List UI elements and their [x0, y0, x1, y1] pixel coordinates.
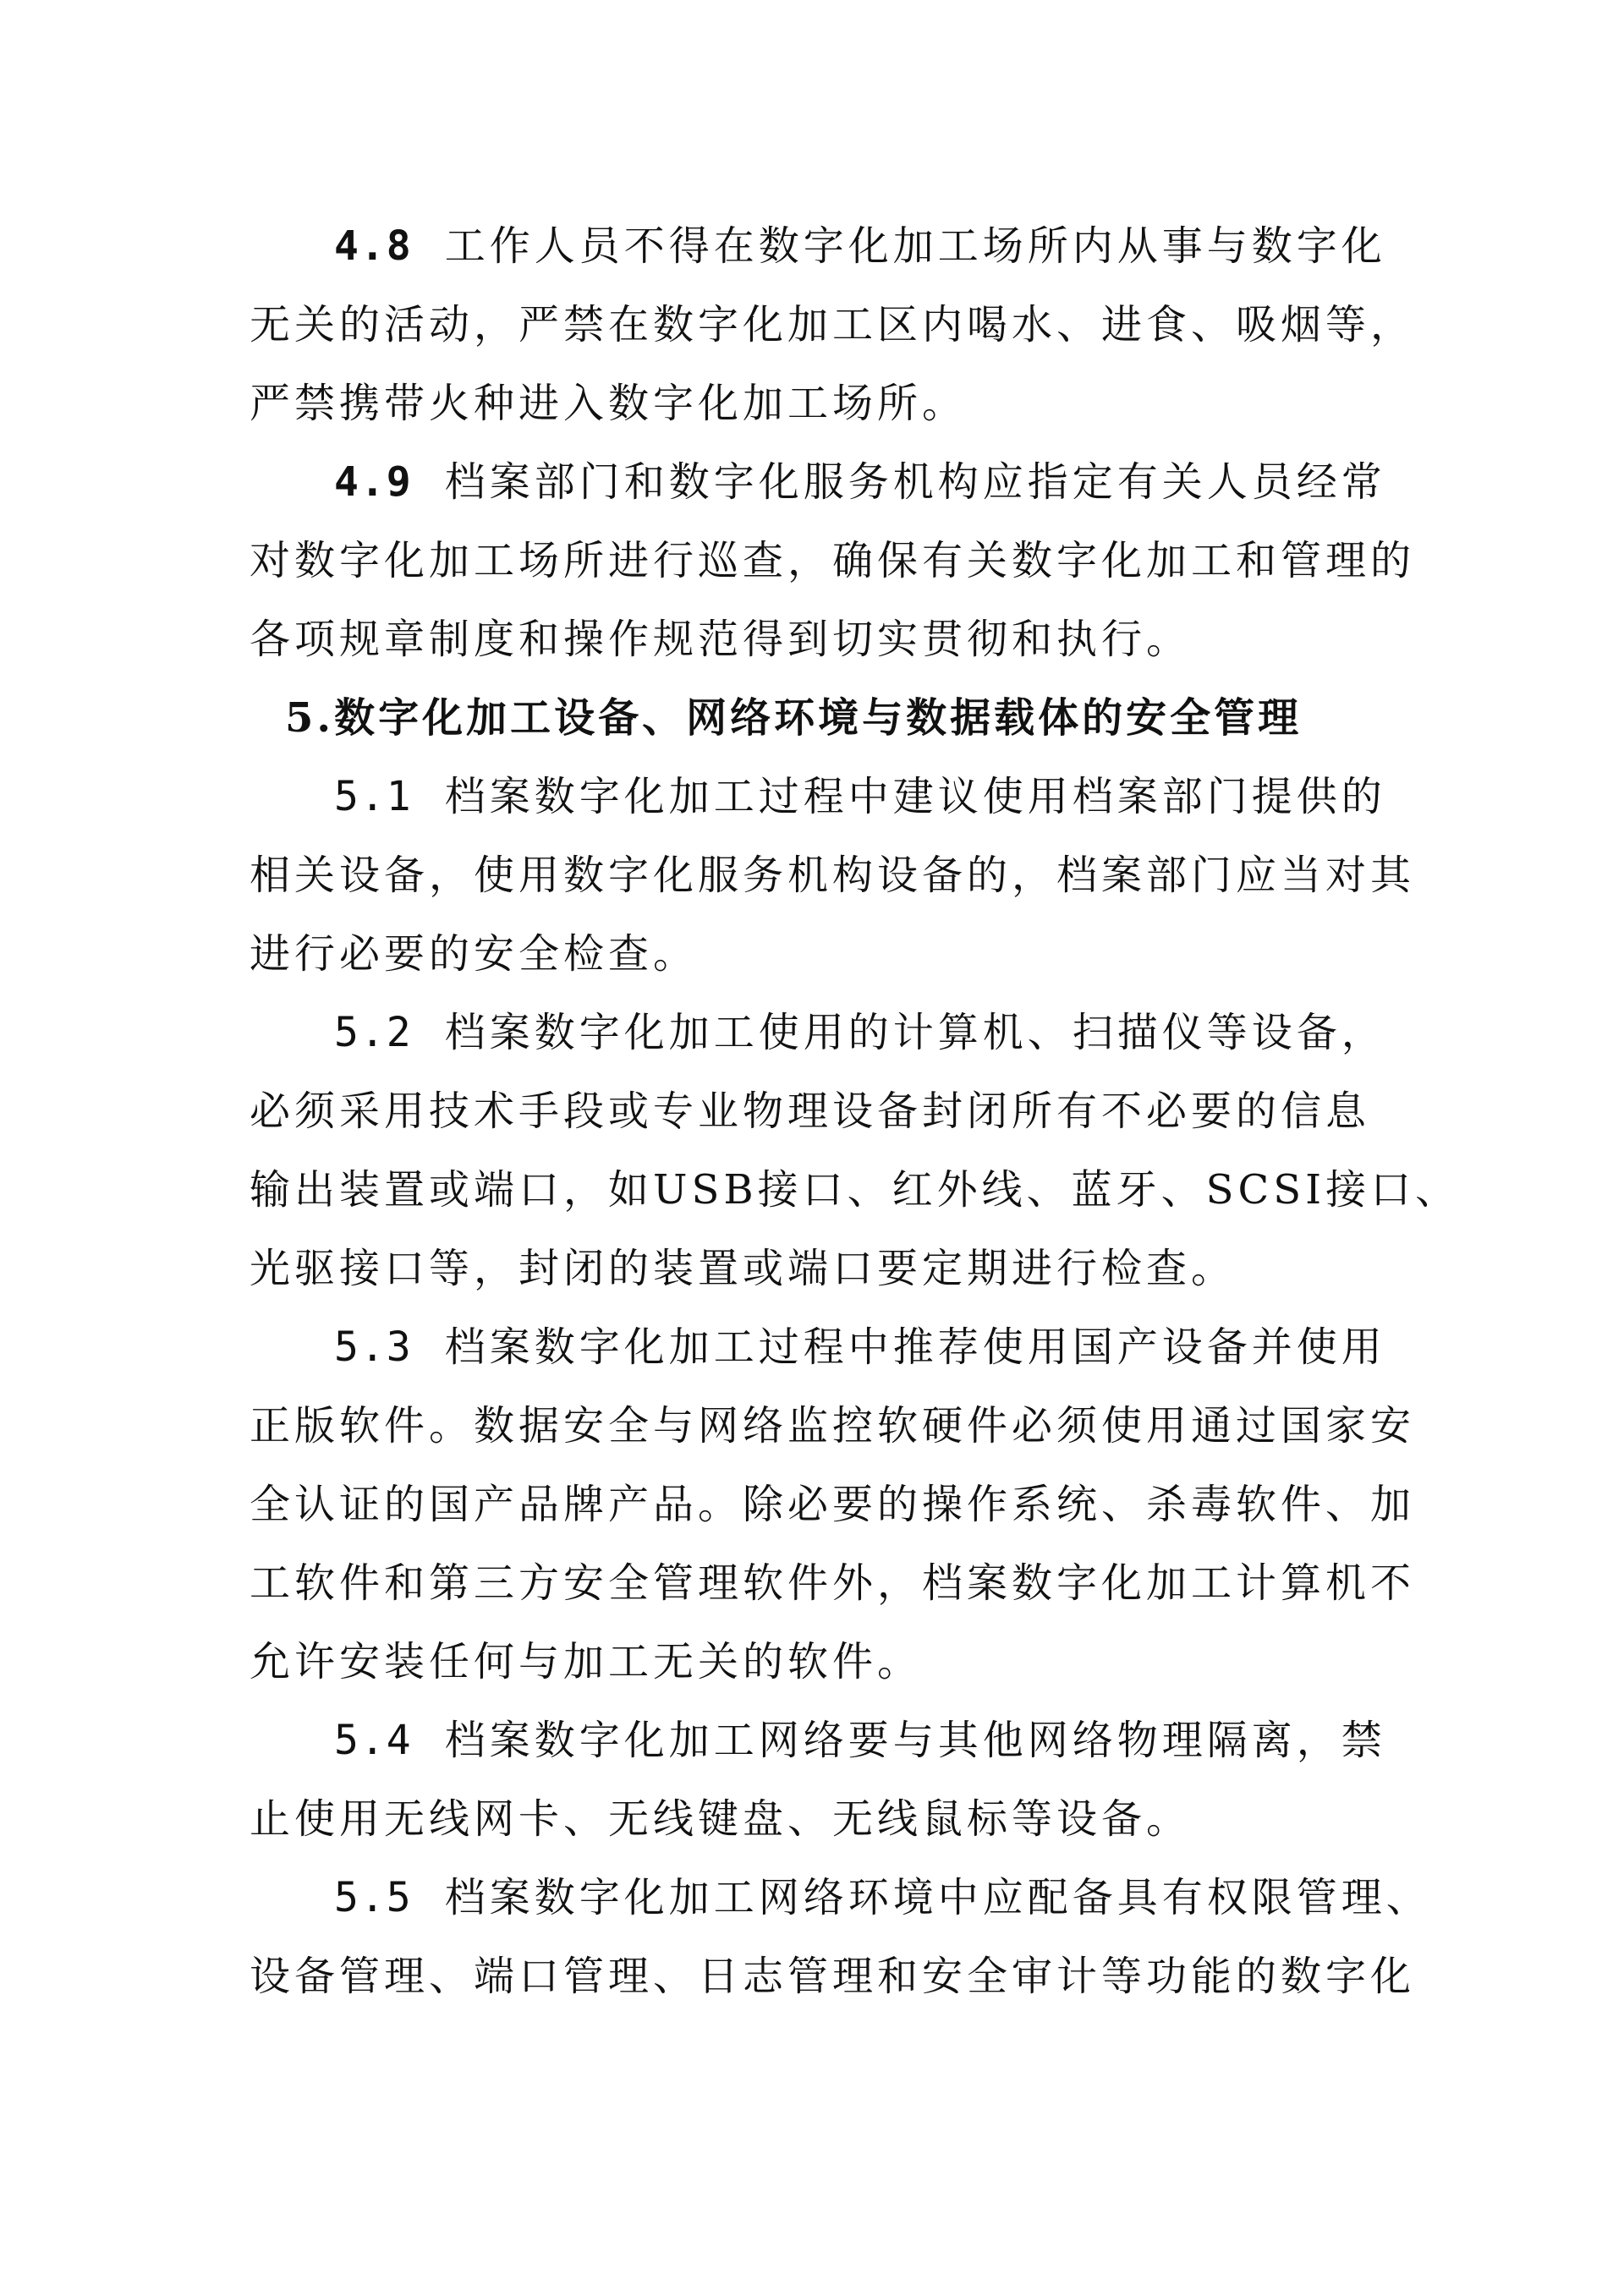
clause-number: 4.8 [334, 222, 413, 270]
clause-number: 5.2 [334, 1009, 413, 1056]
clause-number: 4.9 [334, 458, 413, 506]
paragraph-4-9 [250, 443, 1416, 679]
paragraph-line: 相关设备，使用数字化服务机构设备的，档案部门应当对其 [250, 852, 1416, 899]
clause-number: 5.3 [334, 1323, 413, 1371]
paragraph-first-line [250, 1308, 1413, 1387]
line-text: 档案数字化加工网络环境中应配备具有权限管理、 [444, 1874, 1431, 1921]
section-heading: 5.数字化加工设备、网络环境与数据载体的安全管理 [285, 694, 1303, 742]
paragraph-5-1 [250, 758, 1416, 994]
paragraph-first-line [250, 758, 1413, 836]
document-body [250, 207, 1461, 2016]
paragraph-4-8 [250, 207, 1416, 443]
paragraph-first-line [250, 1859, 1431, 1937]
line-text: 档案数字化加工过程中推荐使用国产设备并使用 [444, 1323, 1386, 1371]
paragraph-line: 严禁携带火种进入数字化加工场所。 [250, 380, 968, 427]
paragraph-5-3 [250, 1308, 1416, 1701]
paragraph-line: 允许安装任何与加工无关的软件。 [250, 1638, 923, 1685]
paragraph-5-2 [250, 994, 1461, 1308]
paragraph-5-5 [250, 1859, 1431, 2016]
paragraph-line: 输出装置或端口，如USB接口、红外线、蓝牙、SCSI接口、 [250, 1166, 1461, 1214]
paragraph-line: 必须采用技术手段或专业物理设备封闭所有不必要的信息 [250, 1088, 1371, 1135]
clause-number: 5.4 [334, 1717, 413, 1764]
paragraph-first-line [250, 207, 1413, 286]
line-text: 档案数字化加工过程中建议使用档案部门提供的 [444, 773, 1386, 820]
paragraph-line: 对数字化加工场所进行巡查，确保有关数字化加工和管理的 [250, 537, 1416, 584]
paragraph-line: 设备管理、端口管理、日志管理和安全审计等功能的数字化 [250, 1953, 1416, 2000]
line-text: 档案数字化加工网络要与其他网络物理隔离，禁 [444, 1717, 1386, 1764]
clause-number: 5.5 [334, 1874, 413, 1921]
line-text: 档案数字化加工使用的计算机、扫描仪等设备， [444, 1009, 1386, 1056]
paragraph-line: 光驱接口等，封闭的装置或端口要定期进行检查。 [250, 1245, 1237, 1292]
paragraph-line: 进行必要的安全检查。 [250, 930, 699, 978]
paragraph-5-4 [250, 1701, 1413, 1859]
paragraph-line: 无关的活动，严禁在数字化加工区内喝水、进食、吸烟等， [250, 301, 1416, 348]
line-text: 工作人员不得在数字化加工场所内从事与数字化 [444, 222, 1386, 270]
paragraph-line: 各项规章制度和操作规范得到切实贯彻和执行。 [250, 616, 1192, 663]
paragraph-line: 正版软件。数据安全与网络监控软硬件必须使用通过国家安 [250, 1402, 1416, 1449]
clause-number: 5.1 [334, 773, 413, 820]
paragraph-first-line [250, 994, 1413, 1072]
paragraph-first-line [250, 443, 1413, 522]
line-text: 档案部门和数字化服务机构应指定有关人员经常 [444, 458, 1386, 506]
paragraph-line: 止使用无线网卡、无线键盘、无线鼠标等设备。 [250, 1795, 1192, 1843]
paragraph-line: 工软件和第三方安全管理软件外，档案数字化加工计算机不 [250, 1559, 1416, 1607]
paragraph-line: 全认证的国产品牌产品。除必要的操作系统、杀毒软件、加 [250, 1481, 1416, 1528]
paragraph-first-line [250, 1701, 1413, 1780]
